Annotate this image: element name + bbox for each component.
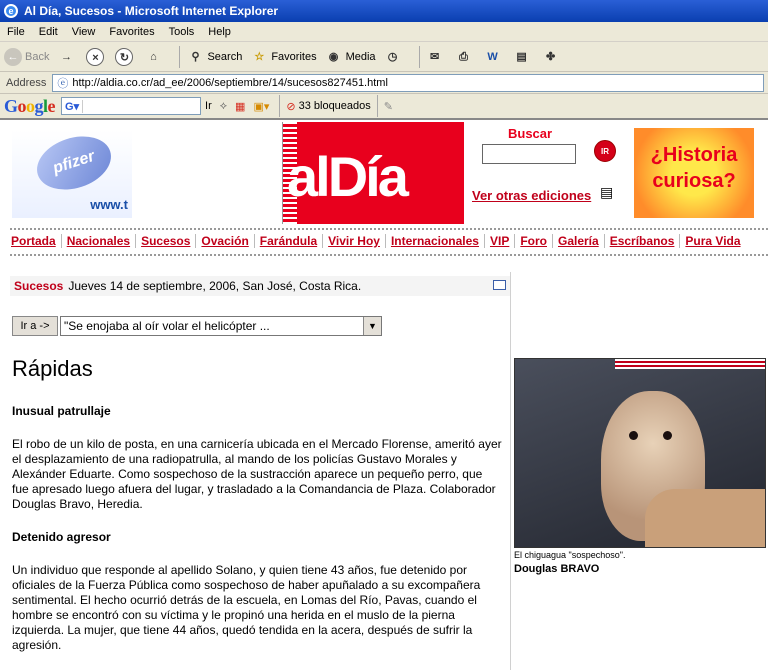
media-icon: ◉ — [328, 50, 339, 63]
stop-icon: × — [86, 48, 104, 66]
favorites-button[interactable]: ☆ Favorites — [250, 48, 316, 66]
nav-pura-vida[interactable]: Pura Vida — [685, 234, 741, 248]
article-body — [12, 404, 502, 670]
photo-caption: El chiguagua "sospechoso". — [514, 550, 626, 560]
google-toolbar — [0, 94, 768, 120]
hand-figure — [645, 489, 766, 548]
nav-foro[interactable]: Foro — [520, 234, 553, 248]
ad-url-text: www.t — [90, 197, 128, 212]
aldia-logo[interactable] — [282, 122, 464, 224]
nav-vip[interactable]: VIP — [490, 234, 515, 248]
document-icon[interactable]: ▤ — [600, 184, 614, 200]
autofill-icon[interactable]: ✎ — [383, 100, 393, 113]
menu-favorites[interactable]: Favorites — [109, 25, 155, 38]
email-article-icon[interactable] — [493, 280, 506, 290]
brief-heading-1: Inusual patrullaje — [12, 404, 111, 418]
menu-file[interactable]: File — [7, 25, 25, 38]
pfizer-ad-banner[interactable] — [12, 130, 132, 218]
back-button[interactable]: ← Back — [4, 48, 49, 66]
article-select[interactable] — [60, 316, 382, 336]
nav-internacionales[interactable]: Internacionales — [391, 234, 485, 248]
messenger-icon: ✤ — [545, 50, 556, 63]
web-page — [0, 122, 768, 670]
search-button[interactable]: ⚲ Search — [186, 48, 242, 66]
stop-button[interactable] — [86, 48, 107, 66]
menu-bar — [0, 22, 768, 42]
popup-blocked-count[interactable]: 33 bloqueados — [298, 100, 371, 112]
photo-stripe — [615, 359, 765, 369]
toolbar-divider — [279, 95, 280, 117]
edit-word-button[interactable] — [484, 48, 505, 66]
article-title: Rápidas — [12, 356, 93, 381]
nav-ovacion[interactable]: Ovación — [201, 234, 254, 248]
address-label: Address — [6, 76, 47, 89]
menu-edit[interactable]: Edit — [38, 25, 58, 38]
mail-button[interactable] — [426, 48, 447, 66]
toolbar-divider — [179, 46, 180, 68]
google-logo[interactable]: Google — [4, 95, 56, 116]
menu-help[interactable]: Help — [208, 25, 231, 38]
menu-view[interactable]: View — [71, 25, 96, 38]
photo-credit: Douglas BRAVO — [514, 563, 600, 575]
nav-dotted-rule-top — [10, 228, 768, 230]
buscar-label: Buscar — [508, 126, 553, 141]
media-button[interactable]: ◉ Media — [325, 48, 376, 66]
refresh-button[interactable] — [115, 48, 136, 66]
nav-farandula[interactable]: Farándula — [260, 234, 323, 248]
mail-icon: ✉ — [429, 50, 440, 63]
date-bar — [10, 276, 510, 296]
back-arrow-icon: ← — [4, 48, 22, 66]
home-icon: ⌂ — [150, 50, 157, 63]
ir-a-button[interactable]: Ir a -> — [12, 316, 58, 336]
standard-toolbar — [0, 42, 768, 72]
nav-escribanos[interactable]: Escríbanos — [610, 234, 681, 248]
ie-logo-icon: e — [4, 4, 18, 18]
nav-galeria[interactable]: Galería — [558, 234, 605, 248]
nav-vivir-hoy[interactable]: Vivir Hoy — [328, 234, 386, 248]
nav-portada[interactable]: Portada — [10, 234, 62, 248]
address-url: http://aldia.co.cr/ad_ee/2006/septiembre/14/sucesos827451.html — [72, 76, 388, 89]
nav-sucesos[interactable]: Sucesos — [141, 234, 196, 248]
search-icon: ⚲ — [191, 50, 200, 63]
section-name: Sucesos — [14, 279, 64, 293]
discuss-button[interactable] — [513, 48, 534, 66]
word-icon: W — [487, 50, 498, 63]
chevron-down-icon[interactable]: ▼ — [363, 317, 381, 335]
nav-nacionales[interactable]: Nacionales — [67, 234, 136, 248]
window-title: Al Día, Sucesos - Microsoft Internet Explorer — [24, 4, 279, 18]
history-button[interactable] — [384, 48, 405, 66]
dog-eye — [629, 431, 638, 440]
dog-eye — [663, 431, 672, 440]
toolbar-divider — [377, 95, 378, 117]
brief-heading-2: Detenido agresor — [12, 530, 111, 544]
site-search-input[interactable] — [482, 144, 576, 164]
ir-search-button[interactable]: IR — [594, 140, 616, 162]
menu-tools[interactable]: Tools — [168, 25, 195, 38]
brief-text-2: Un individuo que responde al apellido Solano, y quien tiene 43 años, fue detenido por oficiales de la Fuerza Pública como sospechoso de haber apuñalado a su excompañera sentimental. El hecho ocurrió detrás de la escuela, en Lomas del Río, Pavas, cuando el hombre se encontró con su víctima y le propinó una herida en el muslo de la pierna izquierda. La mujer, que tiene 44 años, quedó tendida en la acera, después de sufrir la agresión. — [12, 563, 481, 652]
article-photo — [514, 358, 766, 548]
forward-button[interactable] — [57, 48, 78, 66]
ver-otras-ediciones-link[interactable]: Ver otras ediciones — [472, 188, 592, 203]
refresh-icon: ↻ — [115, 48, 133, 66]
printer-icon: ⎙ — [459, 50, 468, 63]
toolbar-divider — [419, 46, 420, 68]
forward-arrow-icon: → — [60, 50, 72, 63]
address-input[interactable] — [52, 74, 764, 92]
page-icon: ⓔ — [57, 77, 69, 90]
google-g-icon: G▾ — [62, 100, 83, 113]
google-options-icon[interactable]: ⟡ — [219, 99, 228, 112]
address-bar — [0, 72, 768, 94]
pill-image: pfizer — [30, 127, 118, 198]
edition-date: Jueves 14 de septiembre, 2006, San José, Costa Rica. — [68, 279, 362, 293]
section-nav — [10, 234, 768, 248]
window-titlebar — [0, 0, 768, 22]
discuss-icon: ▤ — [516, 50, 527, 63]
history-icon: ◷ — [387, 50, 398, 63]
google-ir-button[interactable]: Ir — [205, 100, 212, 112]
print-button[interactable] — [455, 48, 476, 66]
pagerank-icon[interactable]: ▦ — [235, 100, 246, 113]
home-button[interactable] — [144, 48, 165, 66]
logo-text: alDía — [287, 145, 406, 208]
highlight-icon[interactable]: ▣▾ — [253, 100, 270, 113]
brief-text-1: El robo de un kilo de posta, en una carnicería ubicada en el Mercado Florense, ameritó ayer el desplazamiento de una radiopatrulla, al mando de los policías Gustavo Morales y Alexánder Eduarte. Como sospechoso de la sustracción aparece un pequeño perro, que fue apresado luego afuera del lugar, y trasladado a la Comandancia de Plaza. Colaborador Douglas Bravo, Heredia. — [12, 437, 502, 511]
column-divider — [510, 272, 511, 670]
star-icon: ☆ — [254, 50, 265, 63]
popup-blocker-icon: ⊘ — [286, 100, 296, 113]
historia-curiosa-ad[interactable]: ¿Historia curiosa? — [634, 128, 754, 218]
messenger-button[interactable] — [542, 48, 563, 66]
nav-dotted-rule-bottom — [10, 254, 768, 256]
article-select-value: "Se enojaba al oír volar el helicópter ... — [64, 319, 270, 333]
google-search-input[interactable] — [61, 97, 201, 115]
